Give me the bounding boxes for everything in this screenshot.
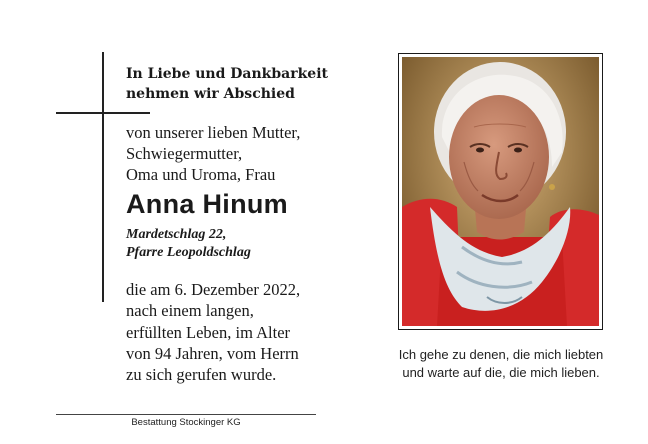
cross-icon: [102, 52, 104, 302]
details-line-5: zu sich gerufen wurde.: [126, 365, 277, 385]
portrait-photo: [402, 57, 599, 326]
intro-line-2: Schwiegermutter,: [126, 144, 243, 163]
intro-line-1: von unserer lieben Mutter,: [126, 123, 301, 142]
heading-line-1: In Liebe und Dankbarkeit: [126, 66, 328, 82]
details-line-1: die am 6. Dezember 2022,: [126, 280, 301, 299]
quote-line-1: Ich gehe zu denen, die mich liebten: [398, 347, 604, 362]
divider: [56, 414, 316, 415]
funeral-home-label: Bestattung Stockinger KG: [131, 417, 241, 428]
quote: [370, 346, 632, 382]
portrait-frame: [398, 53, 603, 330]
details-text: [126, 279, 356, 385]
details-line-2: nach einem langen,: [126, 301, 254, 321]
heading: [126, 64, 346, 104]
details-line-4: von 94 Jahren, vom Herrn: [126, 343, 299, 363]
portrait-illustration: [402, 57, 599, 326]
address: [126, 226, 346, 262]
address-line-2: Pfarre Leopoldschlag: [126, 245, 251, 260]
details-line-3: erfüllten Leben, im Alter: [126, 322, 291, 342]
intro-line-3: Oma und Uroma, Frau: [126, 165, 276, 184]
quote-line-2: und warte auf die, die mich lieben.: [402, 365, 600, 380]
cross-icon-bar: [56, 112, 150, 114]
address-line-1: Mardetschlag 22,: [126, 227, 227, 242]
deceased-name: Anna Hinum: [126, 189, 288, 219]
intro-text: [126, 122, 346, 185]
heading-line-2: nehmen wir Abschied: [126, 86, 295, 102]
